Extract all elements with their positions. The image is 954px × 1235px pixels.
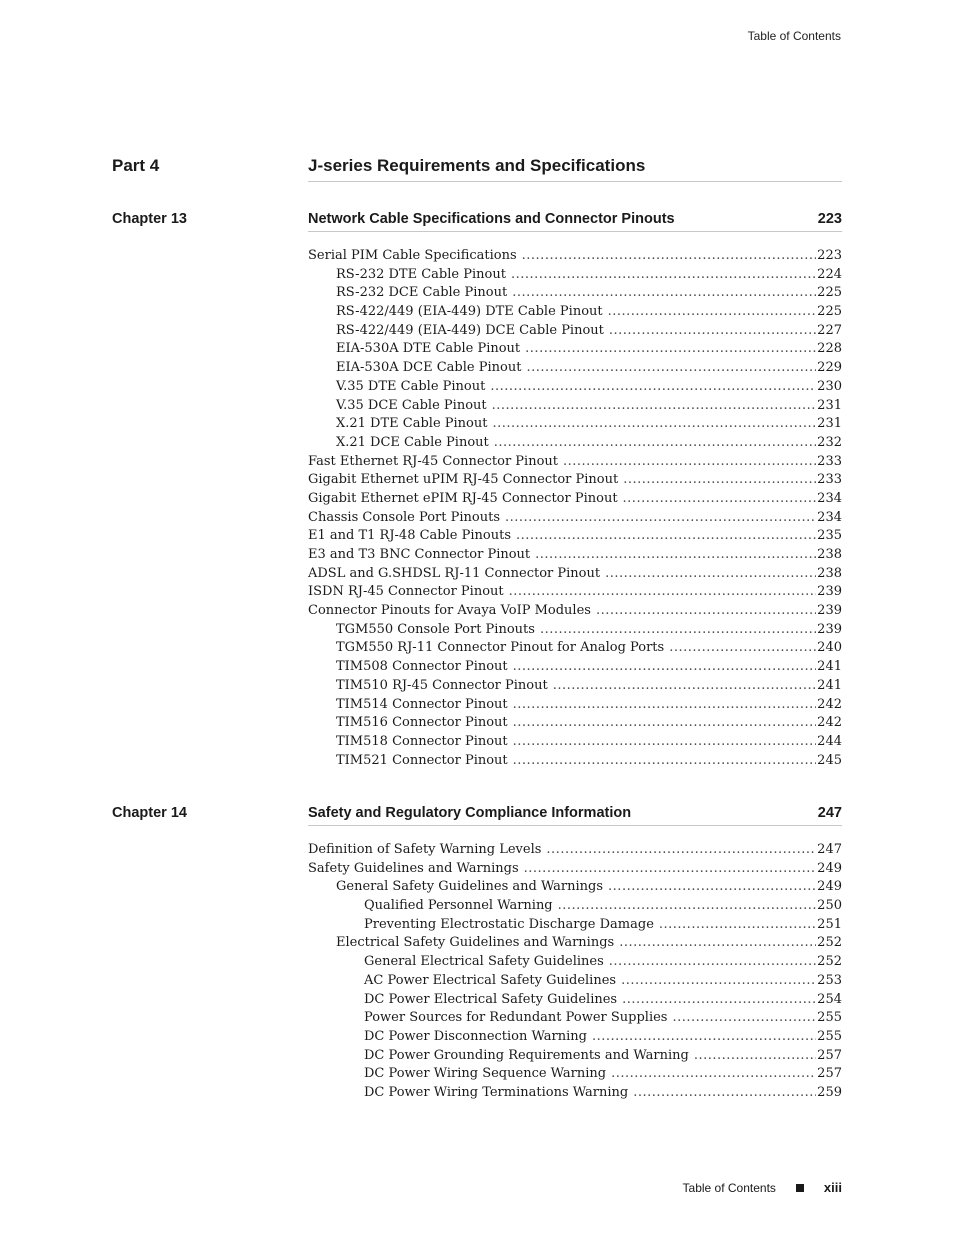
dot-leader <box>513 733 817 752</box>
toc-entry[interactable] <box>308 378 842 397</box>
toc-entry-title: Electrical Safety Guidelines and Warnings <box>336 935 615 951</box>
toc-entry-page: 250 <box>817 898 842 914</box>
toc-entry-page: 225 <box>817 285 842 301</box>
toc-entry-title: EIA-530A DTE Cable Pinout <box>336 341 521 357</box>
toc-entry[interactable] <box>308 1028 842 1047</box>
toc-entry-title: TIM510 RJ-45 Connector Pinout <box>336 677 548 693</box>
toc-entry-page: 239 <box>817 584 842 600</box>
toc-entry[interactable] <box>308 247 842 266</box>
toc-entry-page: 223 <box>817 248 842 263</box>
toc-entry-title: DC Power Grounding Requirements and Warning <box>364 1047 689 1063</box>
chapter-heading[interactable] <box>308 211 842 232</box>
dot-leader <box>494 434 816 453</box>
toc-entry-page: 244 <box>817 733 842 749</box>
toc-entry-page: 249 <box>817 860 842 876</box>
toc-entry-page: 257 <box>817 1047 842 1063</box>
toc-entry[interactable] <box>308 841 842 860</box>
toc-entry-page: 257 <box>817 1066 842 1082</box>
toc-entry-title: TIM521 Connector Pinout <box>336 752 508 768</box>
toc-entry-page: 238 <box>817 547 842 562</box>
toc-entry-page: 251 <box>817 916 842 932</box>
toc-entry-page: 247 <box>817 842 842 857</box>
toc-entry[interactable] <box>308 677 842 696</box>
toc-entry[interactable] <box>308 752 842 771</box>
dot-leader <box>535 546 816 565</box>
toc-entry-title: V.35 DTE Cable Pinout <box>336 378 486 394</box>
toc-entry-page: 238 <box>817 565 842 581</box>
toc-entry-page: 230 <box>817 378 842 394</box>
dot-leader <box>524 860 817 879</box>
dot-leader <box>659 916 816 935</box>
toc-entry[interactable] <box>308 322 842 341</box>
toc-entry[interactable] <box>308 991 842 1010</box>
chapter-page: 247 <box>817 805 842 821</box>
toc-entry-page: 233 <box>817 472 842 488</box>
toc-entry-title: Serial PIM Cable Specifications <box>308 248 517 263</box>
toc-entry[interactable] <box>308 340 842 359</box>
toc-entry-page: 239 <box>817 621 842 637</box>
dot-leader <box>492 397 817 416</box>
chapter-heading[interactable] <box>308 805 842 826</box>
toc-entry[interactable] <box>308 860 842 879</box>
dot-leader <box>563 453 816 472</box>
toc-entry[interactable] <box>308 583 842 602</box>
page-number: xiii <box>823 1180 842 1195</box>
toc-entry-page: 235 <box>817 528 842 544</box>
toc-entry[interactable] <box>308 1047 842 1066</box>
toc-entry[interactable] <box>308 878 842 897</box>
toc-entry[interactable] <box>308 972 842 991</box>
toc-entry-title: RS-422/449 (EIA-449) DCE Cable Pinout <box>336 322 604 338</box>
dot-leader <box>621 972 816 991</box>
toc-entry-title: TIM518 Connector Pinout <box>336 733 508 749</box>
toc-entry-page: 224 <box>817 266 842 282</box>
dot-leader <box>596 602 816 621</box>
toc-entry-page: 255 <box>817 1028 842 1044</box>
toc-entry-title: Safety Guidelines and Warnings <box>308 860 519 876</box>
dot-leader <box>522 247 817 266</box>
toc-entry-title: DC Power Wiring Terminations Warning <box>364 1084 629 1100</box>
toc-entry-title: General Electrical Safety Guidelines <box>364 954 604 970</box>
toc-entry[interactable] <box>308 527 842 546</box>
footer-label: Table of Contents <box>682 1180 776 1195</box>
toc-entry-page: 234 <box>817 509 842 525</box>
toc-entry-page: 229 <box>817 360 842 376</box>
toc-entry-title: X.21 DCE Cable Pinout <box>336 434 489 450</box>
dot-leader <box>558 897 817 916</box>
toc-entry-title: Chassis Console Port Pinouts <box>308 509 500 525</box>
dot-leader <box>512 284 816 303</box>
toc-entry-page: 245 <box>817 752 842 768</box>
toc-entry-title: Preventing Electrostatic Discharge Damage <box>364 916 654 932</box>
dot-leader <box>509 583 817 602</box>
dot-leader <box>623 471 816 490</box>
dot-leader <box>546 841 816 860</box>
dot-leader <box>516 527 816 546</box>
dot-leader <box>608 303 817 322</box>
dot-leader <box>694 1047 816 1066</box>
toc-entry[interactable] <box>308 434 842 453</box>
dot-leader <box>619 934 816 953</box>
toc-list <box>308 841 842 1103</box>
toc-entry-title: TGM550 Console Port Pinouts <box>336 621 535 637</box>
toc-entry-title: TIM508 Connector Pinout <box>336 659 508 675</box>
chapter-title: Network Cable Specifications and Connector Pinouts <box>308 211 675 227</box>
toc-entry-title: Gigabit Ethernet ePIM RJ-45 Connector Pinout <box>308 490 618 506</box>
toc-entry[interactable] <box>308 490 842 509</box>
toc-entry-title: EIA-530A DCE Cable Pinout <box>336 360 522 376</box>
dot-leader <box>540 621 816 640</box>
dot-leader <box>609 953 816 972</box>
toc-list <box>308 247 842 770</box>
toc-entry[interactable] <box>308 303 842 322</box>
toc-entry-page: 233 <box>817 453 842 469</box>
toc-entry-page: 234 <box>817 490 842 506</box>
toc-entry-title: TGM550 RJ-11 Connector Pinout for Analog Ports <box>336 640 665 656</box>
toc-entry[interactable] <box>308 658 842 677</box>
toc-entry-page: 242 <box>817 715 842 731</box>
dot-leader <box>633 1084 816 1103</box>
dot-leader <box>609 322 816 341</box>
dot-leader <box>608 878 816 897</box>
toc-entry-page: 240 <box>817 640 842 656</box>
toc-entry[interactable] <box>308 509 842 528</box>
chapter-label: Chapter 14 <box>112 805 187 821</box>
toc-entry-page: 255 <box>817 1010 842 1026</box>
page-footer <box>683 1180 842 1195</box>
toc-entry[interactable] <box>308 639 842 658</box>
toc-entry[interactable] <box>308 602 842 621</box>
toc-entry-page: 254 <box>817 991 842 1007</box>
dot-leader <box>622 991 816 1010</box>
toc-entry-page: 231 <box>817 397 842 413</box>
toc-entry-page: 253 <box>817 972 842 988</box>
toc-entry-title: E3 and T3 BNC Connector Pinout <box>308 547 531 562</box>
toc-entry-title: DC Power Electrical Safety Guidelines <box>364 991 618 1007</box>
toc-entry-page: 249 <box>817 879 842 895</box>
toc-entry-page: 227 <box>817 322 842 338</box>
dot-leader <box>513 658 817 677</box>
toc-entry-title: RS-232 DTE Cable Pinout <box>336 266 506 282</box>
toc-entry[interactable] <box>308 621 842 640</box>
toc-entry-page: 241 <box>817 677 842 693</box>
toc-entry[interactable] <box>308 546 842 565</box>
toc-entry-title: General Safety Guidelines and Warnings <box>336 879 604 895</box>
dot-leader <box>526 359 816 378</box>
toc-entry-title: ADSL and G.SHDSL RJ-11 Connector Pinout <box>308 565 601 581</box>
toc-entry-title: Qualified Personnel Warning <box>364 898 553 914</box>
toc-entry-title: Definition of Safety Warning Levels <box>308 842 542 857</box>
toc-entry-title: E1 and T1 RJ-48 Cable Pinouts <box>308 528 511 544</box>
toc-entry-page: 239 <box>817 603 842 619</box>
toc-entry[interactable] <box>308 1084 842 1103</box>
toc-entry-page: 252 <box>817 954 842 970</box>
toc-entry-title: AC Power Electrical Safety Guidelines <box>364 972 617 988</box>
toc-entry-title: X.21 DTE Cable Pinout <box>336 416 488 432</box>
dot-leader <box>513 752 817 771</box>
toc-entry-page: 259 <box>817 1084 842 1100</box>
toc-entry-title: ISDN RJ-45 Connector Pinout <box>308 584 504 600</box>
toc-entry[interactable] <box>308 934 842 953</box>
dot-leader <box>513 714 817 733</box>
toc-entry[interactable] <box>308 266 842 285</box>
toc-entry[interactable] <box>308 897 842 916</box>
dot-leader <box>669 639 816 658</box>
toc-entry-title: TIM516 Connector Pinout <box>336 715 508 731</box>
dot-leader <box>511 266 816 285</box>
dot-leader <box>505 509 816 528</box>
toc-entry[interactable] <box>308 359 842 378</box>
toc-entry[interactable] <box>308 1009 842 1028</box>
toc-entry-page: 231 <box>817 416 842 432</box>
dot-leader <box>605 565 816 584</box>
dot-leader <box>492 415 816 434</box>
toc-entry[interactable] <box>308 415 842 434</box>
toc-entry-page: 225 <box>817 304 842 320</box>
toc-entry[interactable] <box>308 471 842 490</box>
toc-entry[interactable] <box>308 916 842 935</box>
dot-leader <box>490 378 816 397</box>
toc-entry[interactable] <box>308 1065 842 1084</box>
dot-leader <box>623 490 817 509</box>
part-heading <box>112 156 842 182</box>
chapter-page: 223 <box>817 211 842 227</box>
toc-entry-title: Power Sources for Redundant Power Supplies <box>364 1010 668 1026</box>
dot-leader <box>592 1028 816 1047</box>
toc-entry-title: RS-422/449 (EIA-449) DTE Cable Pinout <box>336 304 603 320</box>
toc-entry-page: 242 <box>817 696 842 712</box>
part-title: J-series Requirements and Specifications <box>308 156 842 182</box>
toc-entry[interactable] <box>308 453 842 472</box>
toc-entry[interactable] <box>308 953 842 972</box>
toc-entry-page: 228 <box>817 341 842 357</box>
chapter-label: Chapter 13 <box>112 211 187 227</box>
square-bullet-icon <box>796 1184 804 1192</box>
part-label: Part 4 <box>112 156 160 175</box>
dot-leader <box>513 696 817 715</box>
toc-entry-page: 241 <box>817 659 842 675</box>
dot-leader <box>672 1009 816 1028</box>
dot-leader <box>611 1065 816 1084</box>
toc-entry[interactable] <box>308 565 842 584</box>
dot-leader <box>525 340 816 359</box>
toc-entry[interactable] <box>308 696 842 715</box>
toc-entry-page: 252 <box>817 935 842 951</box>
toc-entry-title: Gigabit Ethernet uPIM RJ-45 Connector Pinout <box>308 472 619 488</box>
toc-entry-title: Connector Pinouts for Avaya VoIP Modules <box>308 603 591 619</box>
running-header: Table of Contents <box>747 29 841 43</box>
toc-entry-title: V.35 DCE Cable Pinout <box>336 397 487 413</box>
toc-entry-title: DC Power Disconnection Warning <box>364 1028 587 1044</box>
dot-leader <box>553 677 816 696</box>
toc-entry-page: 232 <box>817 434 842 450</box>
toc-entry-title: DC Power Wiring Sequence Warning <box>364 1066 607 1082</box>
toc-entry[interactable] <box>308 397 842 416</box>
toc-entry-title: TIM514 Connector Pinout <box>336 696 508 712</box>
toc-entry-title: RS-232 DCE Cable Pinout <box>336 285 508 301</box>
chapter-title: Safety and Regulatory Compliance Information <box>308 805 632 821</box>
toc-entry[interactable] <box>308 714 842 733</box>
toc-entry[interactable] <box>308 284 842 303</box>
toc-entry[interactable] <box>308 733 842 752</box>
toc-entry-title: Fast Ethernet RJ-45 Connector Pinout <box>308 453 558 469</box>
